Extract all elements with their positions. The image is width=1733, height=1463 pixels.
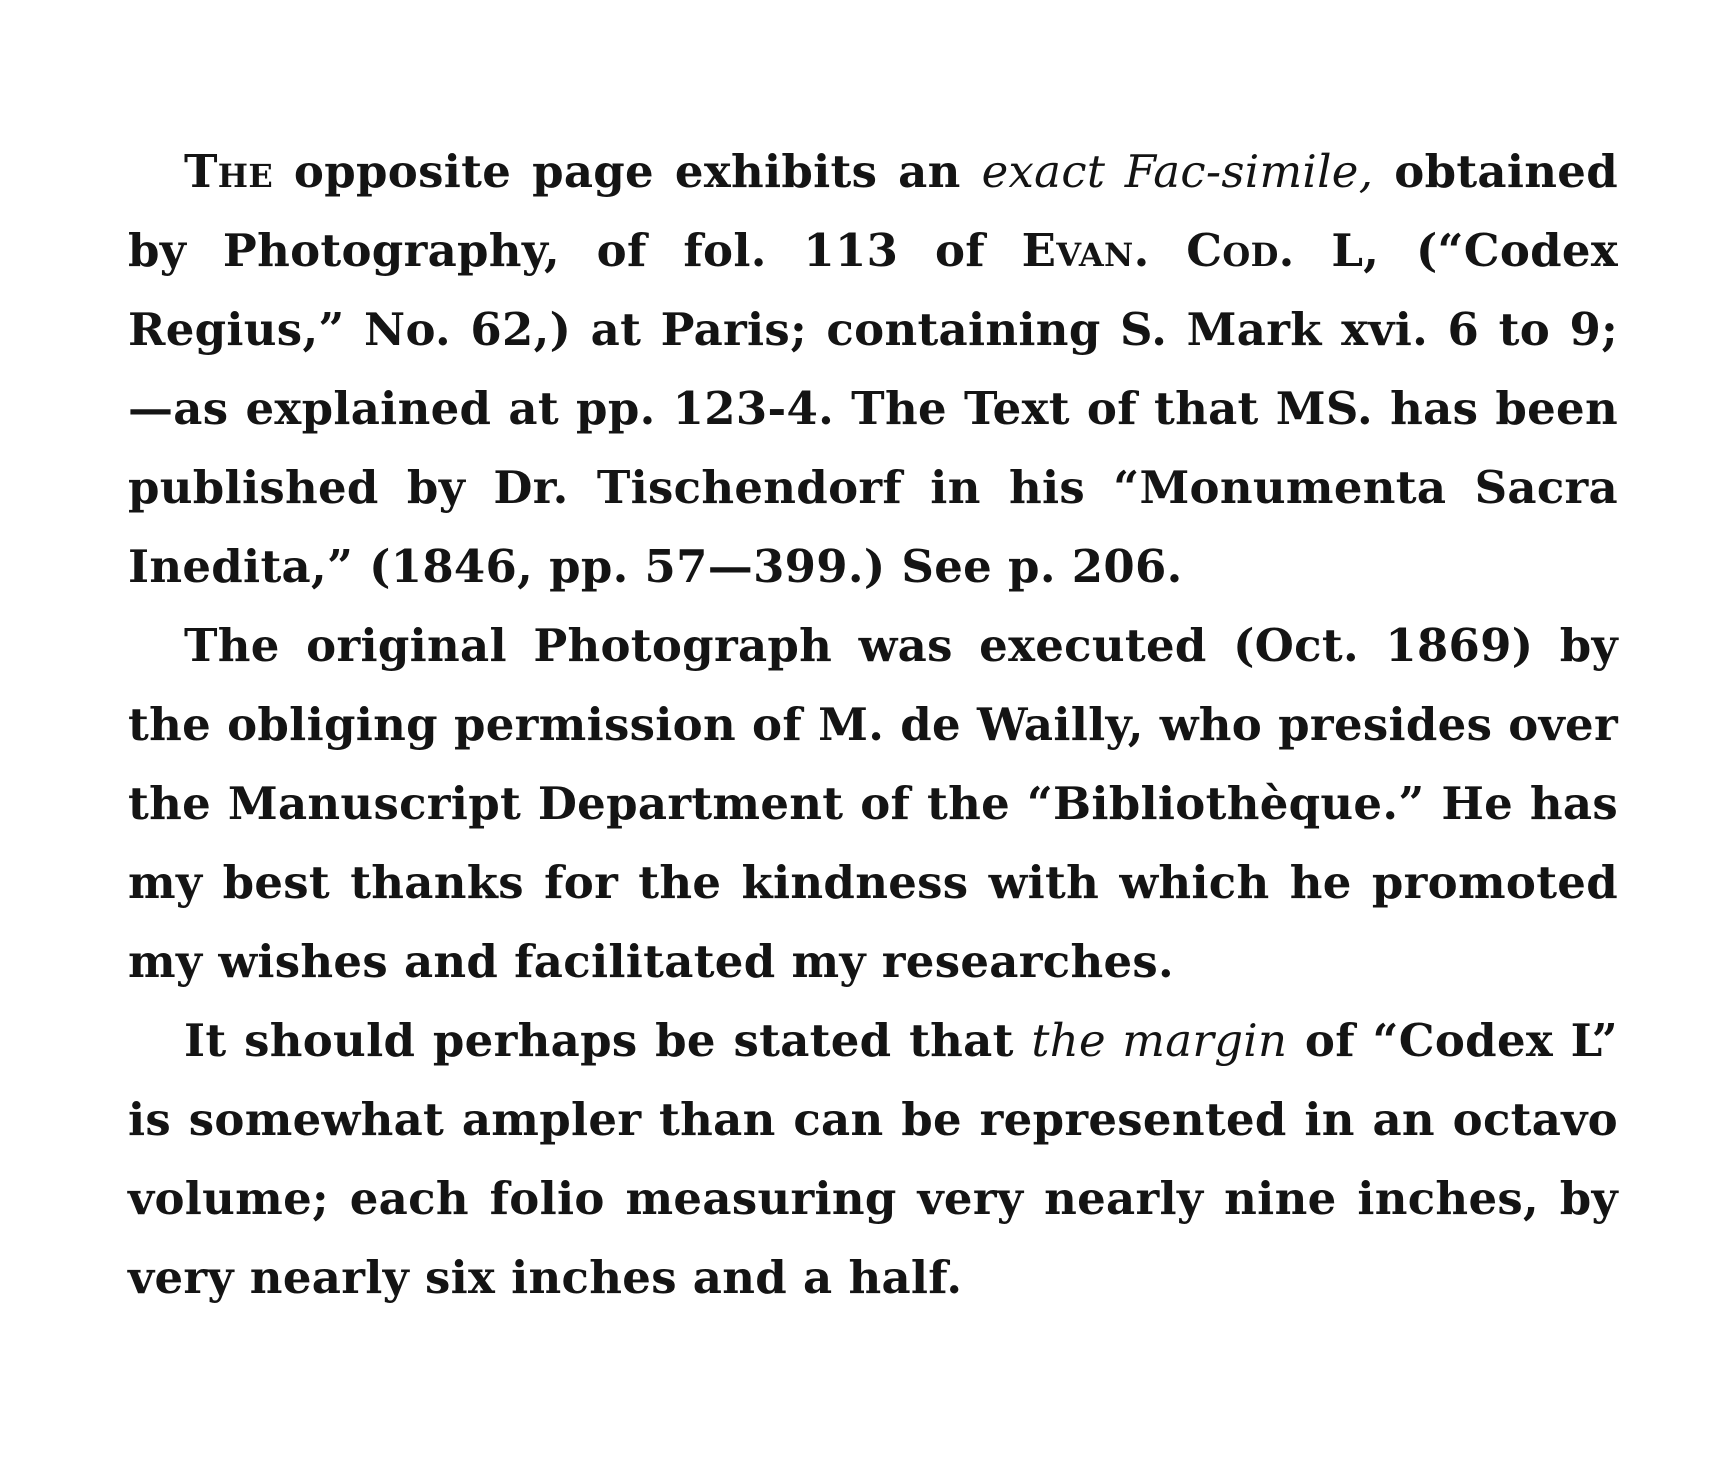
- body-text: [128, 132, 1618, 1317]
- run: Evan. Cod.: [1021, 224, 1295, 277]
- run: exact Fac-simile,: [981, 145, 1374, 198]
- run: opposite page exhibits an: [273, 145, 982, 198]
- paragraph-photograph: [128, 606, 1618, 1001]
- run: It should perhaps be stated that: [184, 1014, 1032, 1067]
- run: of “Codex L” is somewhat ampler than can be represented in an octavo volume; each folio measuring very nearly nine inches, by very nearly six inches and a half.: [128, 1014, 1618, 1304]
- run: L, (“Codex Regius,” No. 62,) at Paris; containing S. Mark xvi. 6 to 9;—as explained at pp. 123-4. The Text of that MS. has been published by Dr. Tischendorf in his “Monumenta Sacra Inedita,” (1846, pp. 57—399.) See p. 206.: [128, 224, 1618, 593]
- run: The: [184, 145, 274, 198]
- run: obtained by Photography, of fol. 113 of: [128, 145, 1618, 277]
- paragraph-margin: [128, 1001, 1618, 1317]
- run: The original Photograph was executed (Oct. 1869) by the obliging permission of M. de Wailly, who presides over the Manuscript Department of the “Bibliothèque.” He has my best thanks for the kindness with which he promoted my wishes and facilitated my researches.: [128, 619, 1618, 988]
- paragraph-facsimile: [128, 132, 1618, 606]
- run: the margin: [1031, 1014, 1288, 1067]
